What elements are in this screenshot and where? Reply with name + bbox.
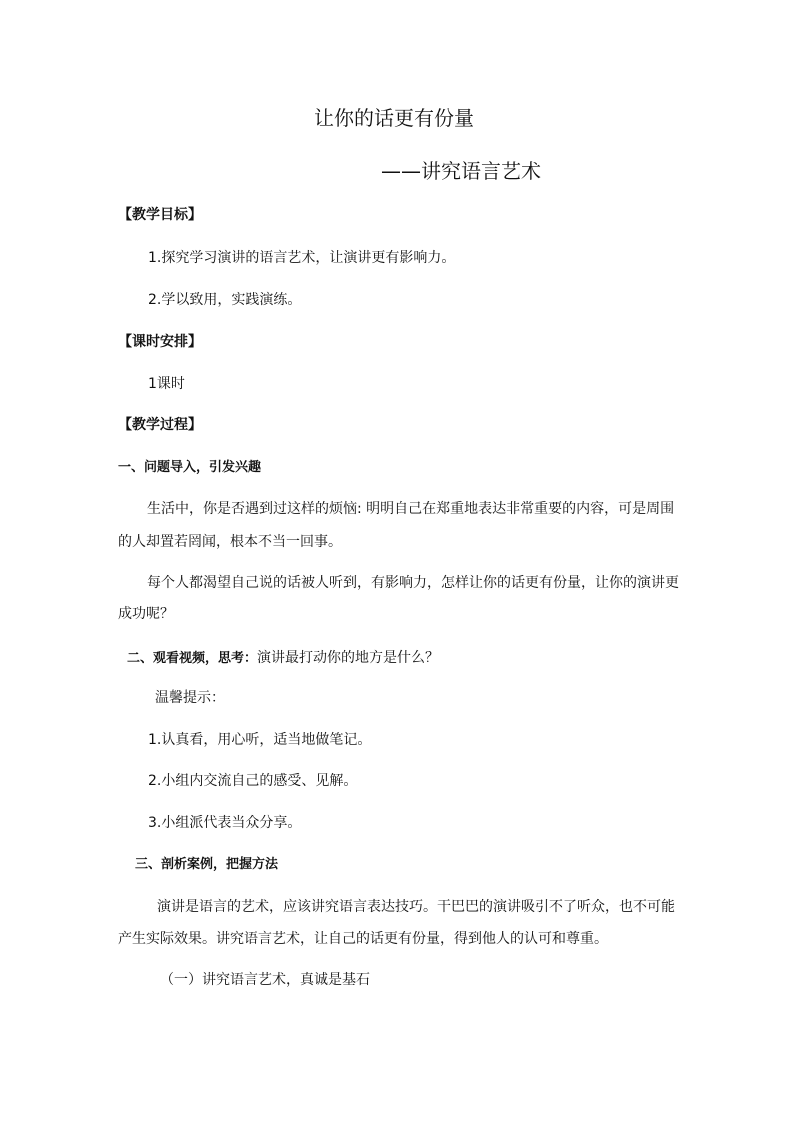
process-heading: 【教学过程】 [118,417,202,433]
tip-item: 1.认真看，用心听，适当地做笔记。 [148,732,372,748]
part3-heading: 三、剖析案例，把握方法 [135,857,279,872]
paragraph-line: 生活中，你是否遇到过这样的烦恼: 明明自己在郑重地表达非常重要的内容，可是周围 [147,501,675,517]
part1-heading: 一、问题导入，引发兴趣 [118,460,262,475]
goals-heading: 【教学目标】 [118,207,202,223]
part2-heading-question: 演讲最打动你的地方是什么？ [257,650,440,666]
schedule-text: 1课时 [148,376,185,392]
paragraph-line: 成功呢？ [118,606,174,622]
goal-item: 2.学以致用，实践演练。 [148,292,302,308]
part2-heading [127,649,439,665]
document-subtitle: ——讲究语言艺术 [381,159,541,183]
goal-item: 1.探究学习演讲的语言艺术，让演讲更有影响力。 [148,250,456,266]
schedule-heading: 【课时安排】 [118,334,202,350]
document-title: 让你的话更有份量 [314,106,474,130]
paragraph-line: 每个人都渴望自己说的话被人听到，有影响力，怎样让你的话更有份量，让你的演讲更 [147,575,679,591]
paragraph-line: 的人却置若罔闻，根本不当一回事。 [118,534,342,550]
paragraph-line: 产生实际效果。讲究语言艺术，让自己的话更有份量，得到他人的认可和尊重。 [118,931,608,947]
tip-label: 温馨提示： [155,690,225,706]
part3-subheading: （一）讲究语言艺术，真诚是基石 [160,972,370,988]
tip-item: 3.小组派代表当众分享。 [148,815,302,831]
paragraph-line: 演讲是语言的艺术，应该讲究语言表达技巧。干巴巴的演讲吸引不了听众，也不可能 [157,899,675,915]
part2-heading-bold: 二、观看视频，思考： [127,651,258,666]
tip-item: 2.小组内交流自己的感受、见解。 [148,773,358,789]
